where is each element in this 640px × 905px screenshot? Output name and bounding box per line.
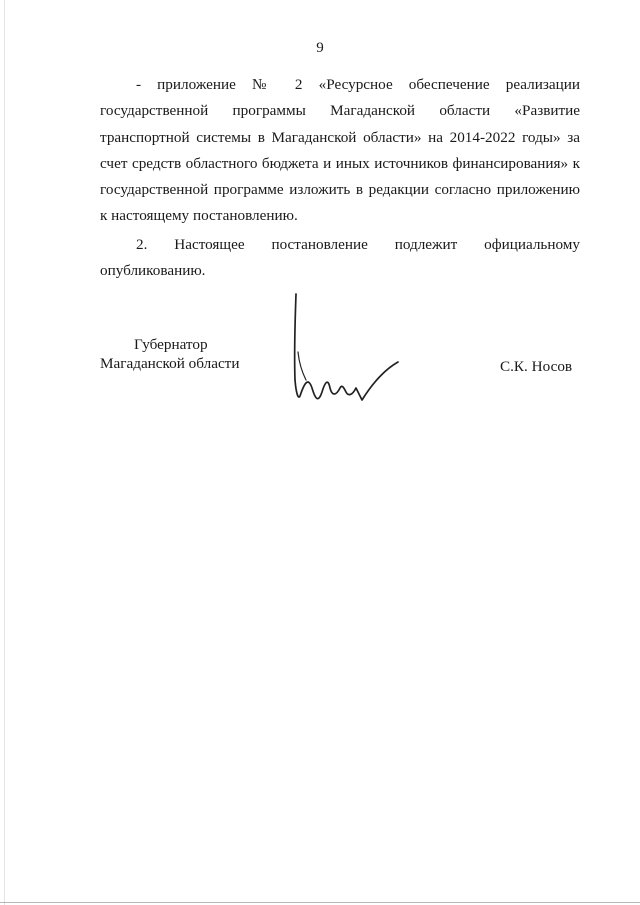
paragraph-appendix-amendment (100, 72, 580, 230)
signatory-name: С.К. Носов (500, 358, 573, 375)
paragraph-publication (100, 232, 580, 285)
handwritten-signature (286, 292, 406, 412)
signatory-region: Магаданской области (100, 355, 240, 372)
signatory-title (100, 335, 239, 373)
paragraph-appendix-text: - приложение № 2 «Ресурсное обеспечение реализации государственной программы Магаданской области «Развитие транспортной системы в Магаданской области» на 2014-2022 годы» за счет средств областного бюджета и иных источников финансирования» к государственной программе изложить в редакции согласно приложению к настоящему постановлению. (100, 76, 580, 225)
scan-edge (4, 0, 5, 905)
signatory-position: Губернатор (134, 336, 208, 353)
page-number: 9 (316, 40, 324, 56)
paragraph-publication-text: 2. Настоящее постановление подлежит официальному опубликованию. (100, 236, 580, 280)
scan-bottom-edge (0, 902, 640, 903)
